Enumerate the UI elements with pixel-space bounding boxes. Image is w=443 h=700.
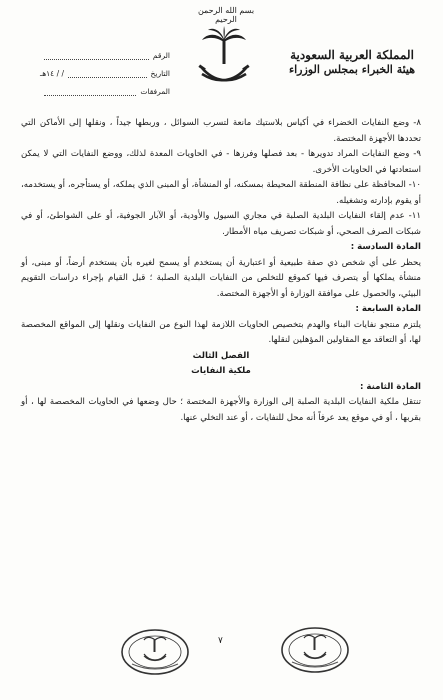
clause-10: ١٠- المحافظة على نظافة المنطقة المحيطة بمسكنه، أو المنشأة، أو المبنى الذي يملكه، أو يستأجره، أو يستخدمه، أو يقوم بإدارته وتشغيله. xyxy=(21,180,421,206)
org-line-1: المملكة العربية السعودية xyxy=(290,48,414,62)
article-8-text: تنتقل ملكية النفايات البلدية الصلبة إلى الوزارة والأجهزة المختصة ؛ حال وضعها في الحاويات المخصصة لها ، أو بقربها ، أو في موقع يعد عرفاً أنه محل للنفايات ، أو عند التخلي عنها. xyxy=(21,397,421,423)
document-footer xyxy=(0,616,443,686)
chapter-title: ملكية النفايات xyxy=(191,366,251,376)
ref-number-label: الرقم xyxy=(152,50,170,60)
letterhead xyxy=(0,6,443,94)
article-7-heading: المادة السابعة : xyxy=(355,304,421,314)
clause-11: ١١- عدم إلقاء النفايات البلدية الصلبة في مجاري السيول والأودية، أو الآبار الجوفية، أو على الشواطئ، أو في شبكات الصرف الصحي، أو شبكات تصريف مياه الأمطار. xyxy=(21,211,421,237)
article-8-heading: المادة الثامنة : xyxy=(359,381,421,392)
article-6-heading: المادة السادسة : xyxy=(350,242,421,252)
official-seal-icon xyxy=(280,626,350,674)
organization-name xyxy=(277,48,427,77)
ref-attachments-line xyxy=(44,87,136,96)
clause-8: ٨- وضع النفايات الخضراء في أكياس بلاستيك مانعة لتسرب السوائل ، وربطها جيداً ، ونقلها إلى الأماكن التي تحددها الأجهزة المختصة. xyxy=(21,118,421,144)
document-body xyxy=(21,116,421,426)
org-line-2: هيئة الخبراء بمجلس الوزراء xyxy=(288,63,416,76)
article-6-text: يحظر على أي شخص ذي صفة طبيعية أو اعتبارية أن يستخدم أو يسمح لغيره بأن يستخدم أرضاً، أو مبنى، أو منشأة يملكها أو يتصرف فيها كموقع للتخلص من النفايات البلدية الصلبة ؛ قبل القيام بإجراء دراسات التقويم البيئي، والحصول على موافقة الوزارة أو الأجهزة المختصة. xyxy=(21,257,421,299)
ref-date-value: / / ١٤هـ xyxy=(40,68,65,78)
ref-date-line xyxy=(68,69,146,78)
ref-number-row xyxy=(40,46,170,64)
official-seal-icon xyxy=(120,628,190,676)
ref-attachments-label: المرفقات xyxy=(140,86,170,96)
ref-attachments-row xyxy=(40,82,170,100)
chapter-heading: الفصل الثالث xyxy=(192,350,250,361)
reference-block xyxy=(40,46,170,100)
page-number: ٧ xyxy=(218,636,223,646)
bismillah: بسم الله الرحمن الرحيم xyxy=(197,6,255,24)
ref-number-line xyxy=(44,51,149,60)
saudi-emblem-icon xyxy=(196,26,252,88)
ref-date-label: التاريخ xyxy=(150,68,170,78)
article-7-text: يلتزم منتجو نفايات البناء والهدم بتخصيص الحاويات اللازمة لهذا النوع من النفايات ونقلها إلى المواقع المخصصة لها، أو التعاقد مع المقاولين المؤهلين لنقلها. xyxy=(21,319,421,345)
ref-date-row xyxy=(40,64,170,82)
clause-9: ٩- وضع النفايات المراد تدويرها - بعد فصلها وفرزها - في الحاويات المعدة لذلك، ووضع النفايات التي لا يمكن استعادتها في الحاويات الأخرى. xyxy=(21,149,421,175)
